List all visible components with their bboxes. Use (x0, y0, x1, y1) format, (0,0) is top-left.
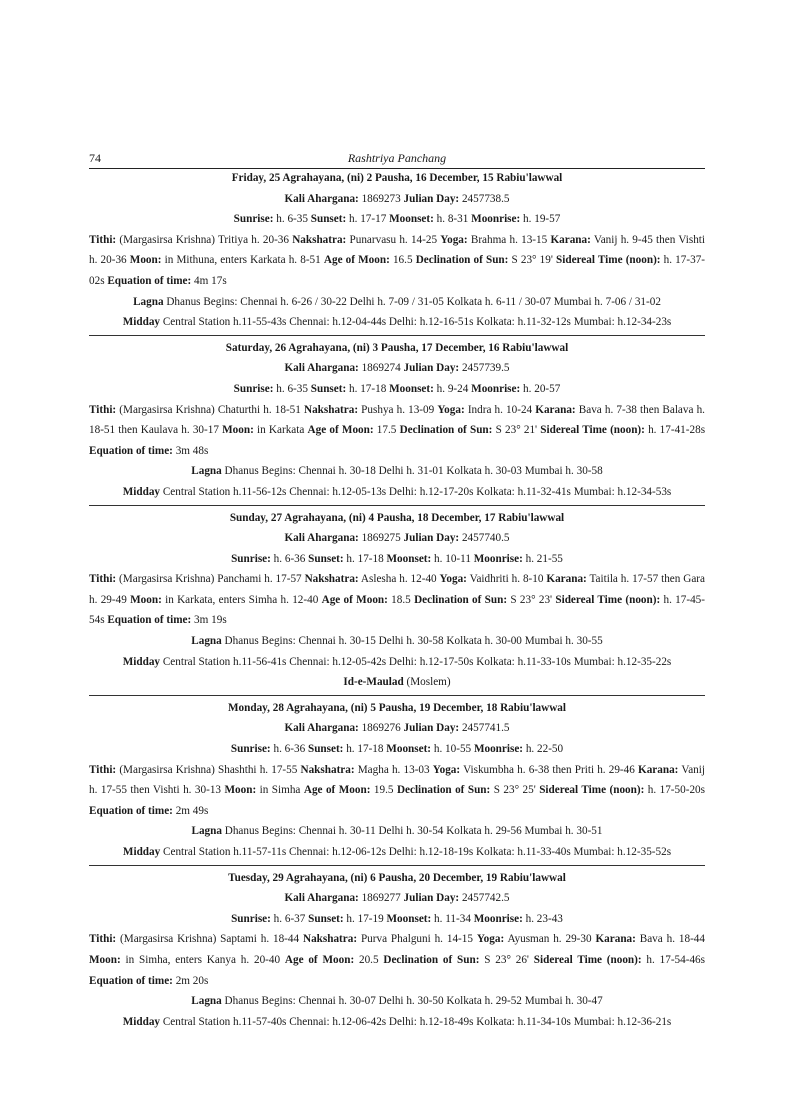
sunset-value: h. 17-17 (346, 213, 390, 226)
lagna-value: Dhanus Begins: Chennai h. 6-26 / 30-22 Delhi h. 7-09 / 31-05 Kolkata h. 6-11 / 30-07 Mumbai h. 7-06 / 31-02 (163, 295, 661, 308)
equation-of-time-label: Equation of time: (89, 804, 173, 817)
yoga-value: Vaidhriti h. 8-10 (466, 573, 547, 586)
midday-label: Midday (122, 485, 161, 498)
sidereal-time-value: h. 17-54-46s (641, 953, 705, 966)
day-title: Sunday, 27 Agrahayana, (ni) 4 Pausha, 18 December, 17 Rabiu'lawwal (229, 511, 565, 524)
kali-value: 1869274 (358, 362, 404, 375)
festival-note: (Moslem) (403, 676, 451, 689)
moon-label: Moon: (224, 784, 257, 797)
moonset-value: h. 10-55 (431, 743, 474, 756)
julian-label: Julian Day: (403, 722, 460, 735)
sunrise-value: h. 6-36 (270, 743, 308, 756)
sunset-value: h. 17-18 (343, 743, 387, 756)
equation-of-time-value: 3m 48s (172, 444, 209, 457)
sunrise-label: Sunrise: (233, 213, 274, 226)
karana-label: Karana: (550, 233, 591, 246)
tithi-label: Tithi: (89, 763, 117, 776)
yoga-value: Brahma h. 13-15 (467, 233, 551, 246)
sun-moon-times-line (89, 909, 705, 930)
midday-label: Midday (122, 1015, 161, 1028)
julian-label: Julian Day: (403, 892, 460, 905)
kali-value: 1869275 (358, 532, 404, 545)
moonrise-value: h. 22-50 (523, 743, 564, 756)
karana-value: Bava h. 18-44 (635, 933, 705, 946)
sunrise-value: h. 6-36 (270, 552, 309, 565)
midday-line (89, 652, 705, 673)
kali-label: Kali Ahargana: (284, 892, 359, 905)
midday-label: Midday (122, 316, 161, 329)
nakshatra-label: Nakshatra: (303, 403, 359, 416)
karana-value: Vanij h. 9-45 then Vishti h. 20-36 (89, 233, 706, 267)
nakshatra-value: Magha h. 13-03 (354, 763, 433, 776)
sunrise-label: Sunrise: (231, 552, 271, 565)
sunrise-value: h. 6-37 (270, 912, 309, 925)
moonset-value: h. 9-24 (433, 382, 472, 395)
sidereal-time-value: h. 17-50-20s (644, 784, 705, 797)
lagna-label: Lagna (191, 995, 222, 1008)
declination-value: S 23° 19' (508, 254, 557, 267)
ahargana-line (89, 189, 705, 210)
midday-value: Central Station h.11-55-43s Chennai: h.12-04-44s Delhi: h.12-16-51s Kolkata: h.11-32-12s Mumbai: h.12-34-23s (160, 316, 672, 329)
lagna-line (89, 292, 705, 313)
kali-value: 1869273 (358, 192, 404, 205)
sidereal-time-label: Sidereal Time (noon): (539, 784, 645, 797)
nakshatra-value: Punarvasu h. 14-25 (346, 233, 441, 246)
moonset-label: Moonset: (386, 912, 432, 925)
lagna-label: Lagna (133, 295, 164, 308)
tithi-value: (Margasirsa Krishna) Chaturthi h. 18-51 (116, 403, 304, 416)
age-of-moon-label: Age of Moon: (323, 254, 390, 267)
tithi-label: Tithi: (89, 233, 117, 246)
sunset-value: h. 17-19 (343, 912, 387, 925)
tithi-value: (Margasirsa Krishna) Tritiya h. 20-36 (116, 233, 293, 246)
yoga-value: Viskumbha h. 6-38 then Priti h. 29-46 (460, 763, 639, 776)
age-of-moon-value: 20.5 (354, 953, 384, 966)
sun-moon-times-line (89, 209, 705, 230)
moonrise-value: h. 20-57 (520, 382, 561, 395)
lagna-value: Dhanus Begins: Chennai h. 30-07 Delhi h. 30-50 Kolkata h. 29-52 Mumbai h. 30-47 (221, 995, 603, 1008)
midday-value: Central Station h.11-57-11s Chennai: h.12-06-12s Delhi: h.12-18-19s Kolkata: h.11-33-40s Mumbai: h.12-35-52s (160, 846, 672, 858)
sunrise-label: Sunrise: (233, 382, 274, 395)
sidereal-time-value: h. 17-37-02s (89, 254, 706, 287)
festival-line (89, 672, 705, 693)
panchang-details (89, 929, 705, 991)
moon-label: Moon: (129, 254, 162, 267)
kali-value: 1869276 (358, 722, 404, 735)
day-title: Monday, 28 Agrahayana, (ni) 5 Pausha, 19 December, 18 Rabiu'lawwal (227, 701, 567, 714)
moonrise-value: h. 19-57 (520, 213, 561, 226)
declination-label: Declination of Sun: (415, 254, 509, 267)
declination-label: Declination of Sun: (383, 953, 480, 966)
moonset-value: h. 10-11 (431, 552, 474, 565)
panchang-details (89, 230, 705, 292)
age-of-moon-label: Age of Moon: (321, 593, 388, 606)
julian-value: 2457738.5 (459, 192, 510, 205)
equation-of-time-label: Equation of time: (107, 614, 192, 627)
age-of-moon-value: 18.5 (387, 593, 415, 606)
tithi-value: (Margasirsa Krishna) Saptami h. 18-44 (116, 933, 303, 946)
lagna-line (89, 631, 705, 652)
moon-value: in Karkata (253, 424, 308, 437)
moon-label: Moon: (222, 424, 254, 437)
moon-value: in Mithuna, enters Karkata h. 8-51 (161, 254, 324, 267)
ahargana-line (89, 718, 705, 739)
lagna-value: Dhanus Begins: Chennai h. 30-11 Delhi h. 30-54 Kolkata h. 29-56 Mumbai h. 30-51 (221, 825, 603, 838)
karana-value: Taitila h. 17-57 then Gara h. 29-49 (89, 573, 705, 606)
moon-value: in Simha, enters Kanya h. 20-40 (120, 953, 285, 966)
sunrise-label: Sunrise: (230, 743, 271, 756)
julian-value: 2457742.5 (459, 892, 510, 905)
day-entry (89, 338, 705, 506)
yoga-label: Yoga: (437, 403, 465, 416)
ahargana-line (89, 358, 705, 379)
yoga-value: Ayusman h. 29-30 (504, 933, 596, 946)
kali-label: Kali Ahargana: (284, 532, 359, 545)
day-title: Saturday, 26 Agrahayana, (ni) 3 Pausha, 17 December, 16 Rabiu'lawwal (225, 341, 569, 354)
kali-label: Kali Ahargana: (284, 192, 359, 205)
panchang-details (89, 569, 705, 631)
sunrise-value: h. 6-35 (273, 213, 311, 226)
lagna-label: Lagna (191, 635, 222, 648)
day-entry (89, 508, 705, 696)
age-of-moon-value: 16.5 (389, 254, 416, 267)
midday-label: Midday (122, 655, 161, 668)
declination-value: S 23° 26' (479, 953, 534, 966)
sun-moon-times-line (89, 739, 705, 760)
sun-moon-times-line (89, 379, 705, 400)
midday-line (89, 312, 705, 333)
sunset-label: Sunset: (310, 382, 347, 395)
sunset-value: h. 17-18 (343, 552, 387, 565)
age-of-moon-value: 19.5 (370, 784, 397, 797)
lagna-value: Dhanus Begins: Chennai h. 30-18 Delhi h. 31-01 Kolkata h. 30-03 Mumbai h. 30-58 (221, 465, 603, 478)
moonrise-value: h. 23-43 (522, 912, 563, 925)
midday-value: Central Station h.11-56-41s Chennai: h.12-05-42s Delhi: h.12-17-50s Kolkata: h.11-33-10s Mumbai: h.12-35-22s (160, 655, 672, 668)
midday-value: Central Station h.11-56-12s Chennai: h.12-05-13s Delhi: h.12-17-20s Kolkata: h.11-32-41s Mumbai: h.12-34-53s (160, 485, 672, 498)
julian-label: Julian Day: (403, 532, 460, 545)
moonset-label: Moonset: (389, 382, 434, 395)
tithi-value: (Margasirsa Krishna) Panchami h. 17-57 (116, 573, 305, 586)
yoga-label: Yoga: (440, 233, 468, 246)
julian-value: 2457739.5 (459, 362, 510, 375)
equation-of-time-label: Equation of time: (89, 444, 173, 457)
day-entries (89, 168, 705, 1036)
day-entry (89, 698, 705, 866)
day-entry (89, 168, 705, 336)
karana-label: Karana: (638, 763, 679, 776)
sunrise-value: h. 6-35 (273, 382, 311, 395)
lagna-value: Dhanus Begins: Chennai h. 30-15 Delhi h. 30-58 Kolkata h. 30-00 Mumbai h. 30-55 (221, 635, 603, 648)
midday-value: Central Station h.11-57-40s Chennai: h.12-06-42s Delhi: h.12-18-49s Kolkata: h.11-34-10s Mumbai: h.12-36-21s (160, 1015, 672, 1028)
panchang-details (89, 760, 705, 822)
sidereal-time-value: h. 17-41-28s (644, 424, 706, 437)
nakshatra-value: Aslesha h. 12-40 (358, 573, 440, 586)
sunset-label: Sunset: (310, 213, 347, 226)
running-title: Rashtriya Panchang (347, 151, 447, 165)
day-title: Friday, 25 Agrahayana, (ni) 2 Pausha, 16 December, 15 Rabiu'lawwal (231, 172, 563, 184)
equation-of-time-value: 3m 19s (191, 614, 227, 627)
moonrise-label: Moonrise: (471, 213, 521, 226)
moonset-label: Moonset: (386, 552, 432, 565)
ahargana-line (89, 888, 705, 909)
moon-value: in Simha (256, 784, 304, 797)
midday-line (89, 1012, 705, 1033)
yoga-label: Yoga: (476, 933, 505, 946)
moonset-label: Moonset: (389, 213, 434, 226)
equation-of-time-value: 4m 17s (191, 274, 227, 287)
julian-label: Julian Day: (403, 192, 460, 205)
tithi-value: (Margasirsa Krishna) Shashthi h. 17-55 (116, 763, 301, 776)
moonrise-label: Moonrise: (473, 552, 523, 565)
karana-label: Karana: (595, 933, 636, 946)
yoga-label: Yoga: (432, 763, 461, 776)
declination-label: Declination of Sun: (414, 593, 508, 606)
page-number: 74 (89, 151, 101, 165)
karana-label: Karana: (535, 403, 576, 416)
moonset-label: Moonset: (386, 743, 432, 756)
age-of-moon-label: Age of Moon: (303, 784, 371, 797)
page-header (89, 148, 705, 169)
moon-label: Moon: (89, 953, 121, 966)
sidereal-time-label: Sidereal Time (noon): (555, 593, 661, 606)
sunset-label: Sunset: (308, 552, 344, 565)
moonrise-value: h. 21-55 (522, 552, 563, 565)
midday-line (89, 482, 705, 503)
day-entry (89, 868, 705, 1035)
moon-label: Moon: (130, 593, 162, 606)
declination-label: Declination of Sun: (396, 784, 491, 797)
kali-value: 1869277 (358, 892, 404, 905)
lagna-label: Lagna (191, 465, 222, 478)
nakshatra-label: Nakshatra: (292, 233, 347, 246)
age-of-moon-label: Age of Moon: (284, 953, 355, 966)
julian-label: Julian Day: (403, 362, 460, 375)
sidereal-time-label: Sidereal Time (noon): (540, 424, 645, 437)
sunrise-label: Sunrise: (231, 912, 271, 925)
tithi-label: Tithi: (89, 403, 117, 416)
kali-label: Kali Ahargana: (284, 362, 359, 375)
yoga-value: Indra h. 10-24 (464, 403, 536, 416)
nakshatra-value: Pushya h. 13-09 (358, 403, 438, 416)
nakshatra-value: Purva Phalguni h. 14-15 (357, 933, 477, 946)
tithi-label: Tithi: (89, 933, 117, 946)
karana-label: Karana: (546, 573, 587, 586)
karana-value: Bava h. 7-38 then Balava h. 18-51 then Kaulava h. 30-17 (89, 403, 705, 437)
tithi-label: Tithi: (89, 573, 117, 586)
sun-moon-times-line (89, 549, 705, 570)
nakshatra-label: Nakshatra: (300, 763, 355, 776)
karana-value: Vanij h. 17-55 then Vishti h. 30-13 (89, 763, 705, 797)
declination-value: S 23° 23' (507, 593, 556, 606)
declination-label: Declination of Sun: (399, 424, 493, 437)
moonrise-label: Moonrise: (473, 743, 524, 756)
age-of-moon-value: 17.5 (373, 424, 400, 437)
midday-label: Midday (122, 846, 161, 858)
sunset-label: Sunset: (307, 743, 344, 756)
lagna-line (89, 461, 705, 482)
sunset-value: h. 17-18 (346, 382, 390, 395)
sidereal-time-label: Sidereal Time (noon): (556, 254, 661, 267)
sidereal-time-label: Sidereal Time (noon): (533, 953, 642, 966)
moonrise-label: Moonrise: (471, 382, 521, 395)
kali-label: Kali Ahargana: (284, 722, 359, 735)
lagna-line (89, 821, 705, 842)
panchang-details (89, 400, 705, 462)
age-of-moon-label: Age of Moon: (307, 424, 374, 437)
julian-value: 2457741.5 (459, 722, 510, 735)
lagna-label: Lagna (191, 825, 222, 838)
moonset-value: h. 11-34 (431, 912, 474, 925)
day-title: Tuesday, 29 Agrahayana, (ni) 6 Pausha, 20 December, 19 Rabiu'lawwal (228, 871, 566, 884)
moon-value: in Karkata, enters Simha h. 12-40 (161, 593, 322, 606)
nakshatra-label: Nakshatra: (302, 933, 358, 946)
moonrise-label: Moonrise: (473, 912, 523, 925)
equation-of-time-value: 2m 49s (172, 804, 209, 817)
declination-value: S 23° 25' (490, 784, 540, 797)
sidereal-time-value: h. 17-45-54s (89, 593, 706, 627)
yoga-label: Yoga: (439, 573, 467, 586)
nakshatra-label: Nakshatra: (304, 573, 359, 586)
lagna-line (89, 991, 705, 1012)
declination-value: S 23° 21' (492, 424, 541, 437)
midday-line (89, 842, 705, 863)
moonset-value: h. 8-31 (433, 213, 472, 226)
ahargana-line (89, 528, 705, 549)
equation-of-time-label: Equation of time: (107, 274, 192, 287)
julian-value: 2457740.5 (459, 532, 510, 545)
sunset-label: Sunset: (308, 912, 344, 925)
festival-name: Id-e-Maulad (343, 676, 404, 689)
equation-of-time-label: Equation of time: (89, 974, 173, 987)
equation-of-time-value: 2m 20s (172, 974, 209, 987)
